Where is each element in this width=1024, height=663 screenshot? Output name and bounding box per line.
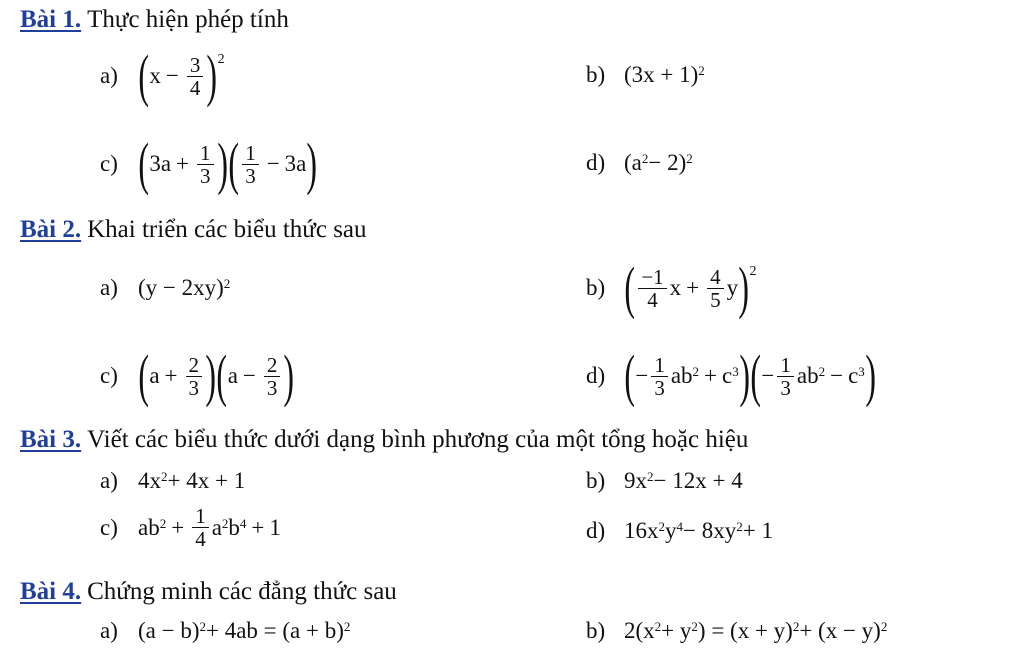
math-expression: (a − b) $^2$ + 4ab = (a + b) $^2$ <box>138 618 351 643</box>
exercise-1a <box>100 43 225 108</box>
math-expression: (3x + 1) $^2$ <box>624 62 705 87</box>
exercise-3a <box>100 468 245 494</box>
math-expression: 4x $^2$ + 4x + 1 <box>138 468 246 493</box>
exercise-2d <box>586 343 876 408</box>
item-label: c) <box>100 514 118 540</box>
math-expression: ( − $\frac{1}{3}$ ab $^2$ + c $^3$ ) ( − $\frac{1}{3}$ ab $^2$ − c $^3$ ) <box>624 343 876 408</box>
section-1-heading <box>20 5 289 35</box>
item-label: b) <box>586 618 606 643</box>
exercise-3c <box>100 505 281 550</box>
exercise-4b <box>586 618 887 644</box>
section-number: Bài 1. <box>20 6 82 33</box>
section-title: Khai triển các biểu thức sau <box>87 216 367 243</box>
item-label: d) <box>586 150 606 175</box>
item-label: a) <box>100 63 118 88</box>
exercise-1b <box>586 62 705 88</box>
math-expression: 16x $^2$ y $^4$ − 8xy $^2$ + 1 <box>624 518 773 543</box>
math-expression: 9x $^2$ − 12x + 4 <box>624 468 743 493</box>
math-expression: ( x − $\frac{3}{4}$ ) 2 <box>138 43 225 108</box>
exercise-3b <box>586 468 743 494</box>
item-label: d) <box>586 363 606 388</box>
section-number: Bài 3. <box>20 426 82 453</box>
item-label: d) <box>586 518 606 543</box>
section-title: Viết các biểu thức dưới dạng bình phương của một tổng hoặc hiệu <box>87 426 749 453</box>
exercise-4a <box>100 618 350 644</box>
exercise-1c <box>100 131 318 196</box>
section-title: Chứng minh các đẳng thức sau <box>87 578 397 605</box>
math-expression: ( $\frac{-1}{4}$ x + $\frac{4}{5}$ y ) 2 <box>624 255 757 320</box>
item-label: b) <box>586 275 606 300</box>
math-expression: ( a + $\frac{2}{3}$ ) ( a − $\frac{2}{3}$ ) <box>138 343 295 408</box>
section-2-heading <box>20 215 367 245</box>
math-expression: ( 3a + $\frac{1}{3}$ ) ( $\frac{1}{3}$ − 3a ) <box>138 131 318 196</box>
section-title: Thực hiện phép tính <box>87 6 289 33</box>
item-label: c) <box>100 363 118 388</box>
item-label: a) <box>100 468 118 493</box>
item-label: b) <box>586 468 606 493</box>
exercise-1d <box>586 150 693 176</box>
math-expression: ab $^2$ + $\frac{1}{4}$ a $^2$ b $^4$ + 1 <box>138 504 281 551</box>
math-expression: (a $^2$ − 2) $^2$ <box>624 150 693 175</box>
exercise-3d <box>586 518 773 544</box>
section-number: Bài 2. <box>20 216 82 243</box>
section-number: Bài 4. <box>20 578 82 605</box>
item-label: a) <box>100 618 118 643</box>
math-expression: 2(x $^2$ + y $^2$ ) = (x + y) $^2$ + (x − y) $^2$ <box>624 618 888 643</box>
exercise-2b <box>586 255 757 320</box>
exercise-2c <box>100 343 295 408</box>
item-label: a) <box>100 275 118 300</box>
exercise-2a <box>100 275 230 301</box>
item-label: c) <box>100 151 118 176</box>
math-expression: (y − 2xy) $^2$ <box>138 275 231 300</box>
section-3-heading <box>20 425 748 455</box>
section-4-heading <box>20 577 397 607</box>
item-label: b) <box>586 62 606 87</box>
